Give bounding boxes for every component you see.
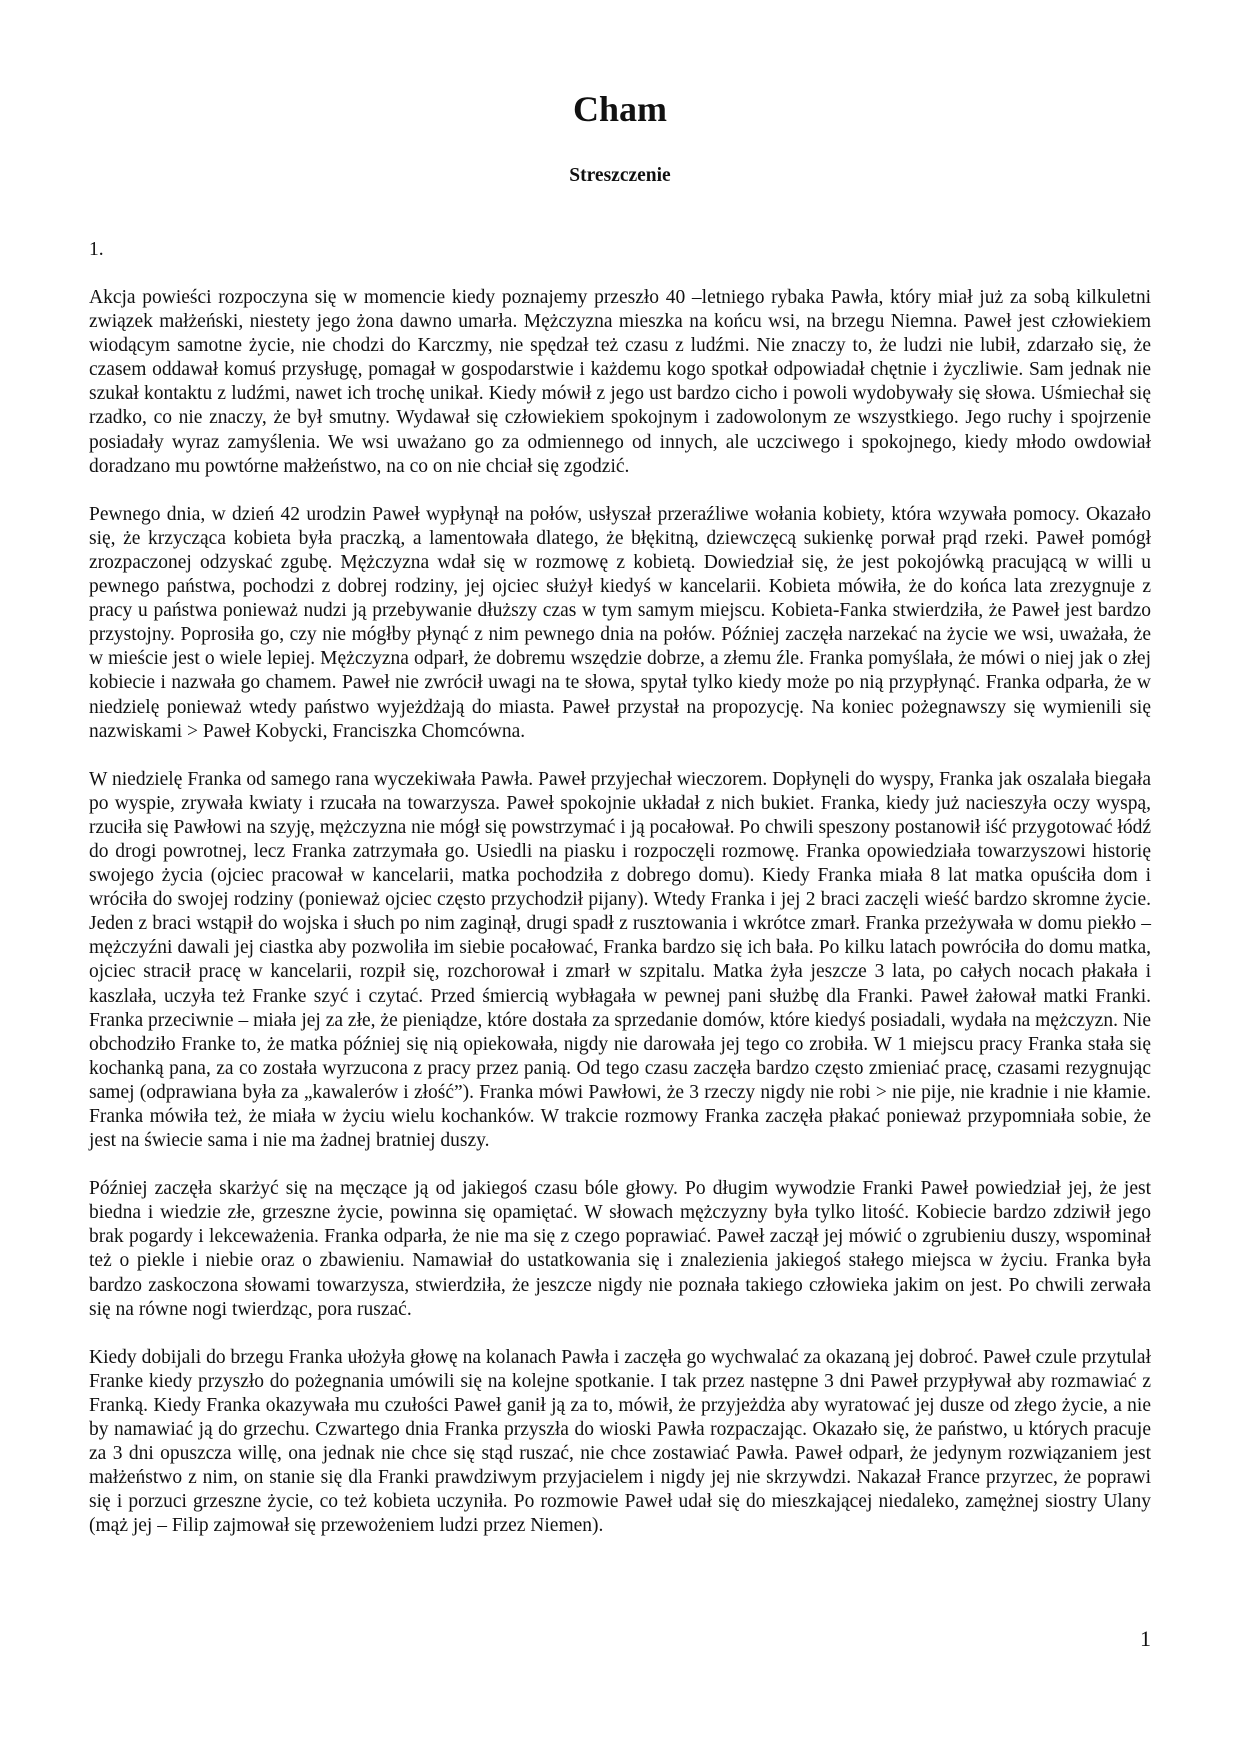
- paragraph: Później zaczęła skarżyć się na męczące ją od jakiegoś czasu bóle głowy. Po długim wywodzie Franki Paweł powiedział jej, że jest biedna i wiedzie złe, grzeszne życie, powinna się opamiętać. W słowach mężczyzny była tylko litość. Kobiecie bardzo zdziwił jego brak pogardy i lekceważenia. Franka odparła, że nie ma się z czego poprawiać. Paweł zaczął jej mówić o zgrubieniu duszy, wspominał też o piekle i niebie oraz o zbawieniu. Namawiał do ustatkowania się i znalezienia jakiegoś stałego miejsca w życiu. Franka była bardzo zaskoczona słowami towarzysza, stwierdziła, że jeszcze nigdy nie poznała takiego człowieka jakim on jest. Po chwili zerwała się na równe nogi twierdząc, pora ruszać.: [89, 1178, 1151, 1320]
- body-text: [89, 286, 1151, 1563]
- paragraph: Akcja powieści rozpoczyna się w momencie kiedy poznajemy przeszło 40 –letniego rybaka Pawła, który miał już za sobą kilkuletni związek małżeński, niestety jego żona dawno umarła. Mężczyzna mieszka na końcu wsi, na brzegu Niemna. Paweł jest człowiekiem wiodącym samotne życie, nie chodzi do Karczmy, nie spędzał też czasu z ludźmi. Nie znaczy to, że ludzi nie lubił, zdarzało się, że czasem oddawał komuś przysługę, pomagał w gospodarstwie i każdemu kogo spotkał odpowiadał chętnie i życzliwie. Sam jednak nie szukał kontaktu z ludźmi, nawet ich trochę unikał. Kiedy mówił z jego ust bardzo cicho i powoli wydobywały się słowa. Uśmiechał się rzadko, co nie znaczy, że był smutny. Wydawał się człowiekiem spokojnym i zadowolonym ze wszystkiego. Jego ruchy i spojrzenie posiadały wyraz zamyślenia. We wsi uważano go za odmiennego od innych, ale uczciwego i spokojnego, kiedy młodo owdowiał doradzano mu powtórne małżeństwo, na co on nie chciał się zgodzić.: [89, 287, 1151, 477]
- document-title: Cham: [572, 89, 667, 129]
- document-subtitle: Streszczenie: [569, 165, 671, 186]
- page-number: 1: [1140, 1626, 1151, 1651]
- paragraph: W niedzielę Franka od samego rana wyczekiwała Pawła. Paweł przyjechał wieczorem. Dopłynęli do wyspy, Franka jak oszalała biegała po wyspie, zrywała kwiaty i rzucała na towarzysza. Paweł spokojnie układał z nich bukiet. Franka, kiedy już nacieszyła oczy wyspą, rzuciła się Pawłowi na szyję, mężczyzna nie mógł się powstrzymać i ją pocałował. Po chwili speszony postanowił iść przygotować łódź do drogi powrotnej, lecz Franka zatrzymała go. Usiedli na piasku i rozpoczęli rozmowę. Franka opowiedziała towarzyszowi historię swojego życia (ojciec pracował w kancelarii, matka pochodziła z dobrego domu). Kiedy Franka miała 8 lat matka opuściła dom i wróciła do swojej rodziny (ponieważ ojciec często przychodził pijany). Wtedy Franka i jej 2 braci zaczęli wieść bardzo skromne życie. Jeden z braci wstąpił do wojska i słuch po nim zaginął, drugi spadł z rusztowania i wkrótce zmarł. Franka przeżywała w domu piekło – mężczyźni dawali jej ciastka aby pozwoliła im siebie pocałować, Franka bardzo się ich bała. Po kilku latach powróciła do domu matka, ojciec stracił pracę w kancelarii, rozpił się, rozchorował i zmarł w szpitalu. Matka żyła jeszcze 3 lata, po całych nocach płakała i kaszlała, uczyła też Franke szyć i czytać. Przed śmiercią wybłagała w pewnej pani służbę dla Franki. Paweł żałował matki Franki. Franka przeciwnie – miała jej za złe, że pieniądze, które dostała za sprzedanie domów, które kiedyś posiadali, wydała na mężczyzn. Nie obchodziło Franke to, że matka później się nią opiekowała, nigdy nie darowała jej tego co zrobiła. W 1 miejscu pracy Franka stała się kochanką pana, za co została wyrzucona z pracy przez panią. Od tego czasu zaczęła bardzo często zmieniać pracę, czasami rezygnując samej (odprawiana była za „kawalerów i złość”). Franka mówi Pawłowi, że 3 rzeczy nigdy nie robi > nie pije, nie kradnie i nie kłamie. Franka mówiła też, że miała w życiu wielu kochanków. W trakcie rozmowy Franka zaczęła płakać ponieważ przypomniała sobie, że jest na świecie sama i nie ma żadnej bratniej duszy.: [89, 768, 1151, 1152]
- paragraph: Pewnego dnia, w dzień 42 urodzin Paweł wypłynął na połów, usłyszał przeraźliwe wołania kobiety, która wzywała pomocy. Okazało się, że krzycząca kobieta była praczką, a lamentowała dlatego, że błękitną, dziewczęcą sukienkę porwał prąd rzeki. Paweł pomógł zrozpaczonej odzyskać zgubę. Mężczyzna wdał się w rozmowę z kobietą. Dowiedział się, że jest pokojówką pracującą w willi u pewnego państwa, pochodzi z dobrej rodziny, jej ojciec służył kiedyś w kancelarii. Kobieta mówiła, że do końca lata zrezygnuje z pracy u państwa ponieważ nudzi ją przebywanie dłuższy czas w tym samym miejscu. Kobieta-Fanka stwierdziła, że Paweł jest bardzo przystojny. Poprosiła go, czy nie mógłby płynąć z nim pewnego dnia na połów. Później zaczęła narzekać na życie we wsi, uważała, że w mieście jest o wiele lepiej. Mężczyzna odparł, że dobremu wszędzie dobrze, a złemu źle. Franka pomyślała, że mówi o niej jak o złej kobiecie i nazwała go chamem. Paweł nie zwrócił uwagi na te słowa, spytał tylko kiedy może po nią przypłynąć. Franka odparła, że w niedzielę ponieważ wtedy państwo wyjeżdżają do miasta. Paweł przystał na propozycję. Na koniec pożegnawszy się wymienili się nazwiskami > Paweł Kobycki, Franciszka Chomcówna.: [89, 503, 1151, 742]
- section-number: 1.: [89, 239, 104, 260]
- paragraph: Kiedy dobijali do brzegu Franka ułożyła głowę na kolanach Pawła i zaczęła go wychwalać za okazaną jej dobroć. Paweł czule przytulał Franke kiedy przyszło do pożegnania umówili się na kolejne spotkanie. I tak przez następne 3 dni Paweł przypływał aby rozmawiać z Franką. Kiedy Franka okazywała mu czułości Paweł ganił ją za to, mówił, że przyjeżdża aby wyratować jej dusze od złego życie, a nie by namawiać ją do grzechu. Czwartego dnia Franka przyszła do wioski Pawła rozpaczając. Okazało się, że państwo, u których pracuje za 3 dni opuszcza willę, ona jednak nie chce się stąd ruszać, nie chce zostawiać Pawła. Paweł odparł, że jedynym rozwiązaniem jest małżeństwo z nim, on stanie się dla Franki prawdziwym przyjacielem i nigdy jej nie skrzywdzi. Nakazał France przyrzec, że poprawi się i porzuci grzeszne życie, co też kobieta uczyniła. Po rozmowie Paweł udał się do mieszkającej niedaleko, zamężnej siostry Ulany (mąż jej – Filip zajmował się przewożeniem ludzi przez Niemen).: [89, 1346, 1151, 1537]
